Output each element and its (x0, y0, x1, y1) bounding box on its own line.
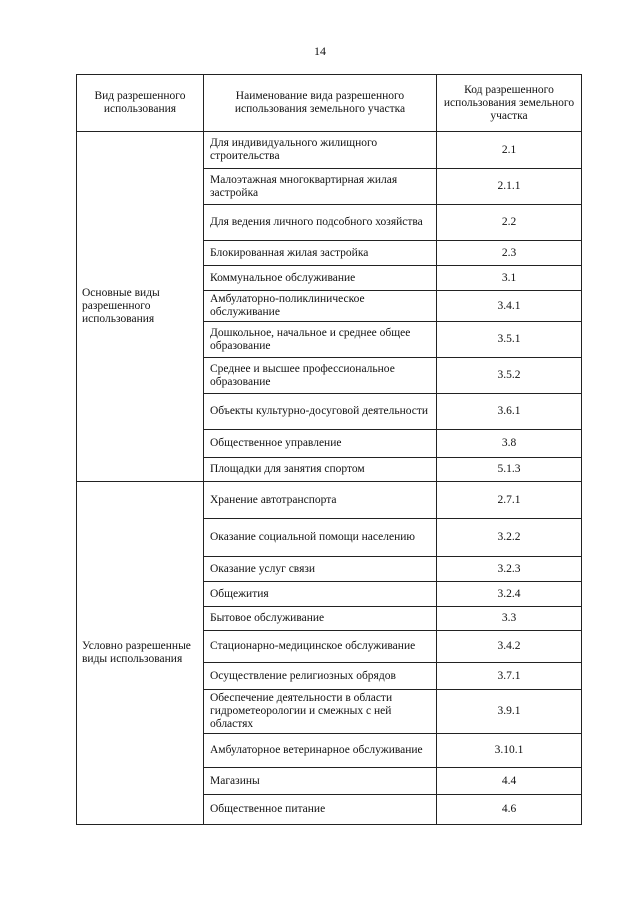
use-code-cell: 4.4 (437, 768, 582, 795)
use-code-cell: 2.7.1 (437, 482, 582, 519)
table-row (77, 132, 582, 169)
use-name-cell: Площадки для занятия спортом (204, 458, 437, 482)
group-label: Основные виды разрешенного использования (77, 132, 204, 482)
use-name-cell: Осуществление религиозных обрядов (204, 663, 437, 690)
page-number: 14 (314, 44, 326, 58)
use-name-cell: Общежития (204, 582, 437, 607)
use-code-cell: 3.5.1 (437, 322, 582, 358)
header-name: Наименование вида разрешенного использования земельного участка (204, 75, 437, 132)
use-code-cell: 2.2 (437, 205, 582, 241)
use-name-cell: Общественное управление (204, 430, 437, 458)
use-name-cell: Малоэтажная многоквартирная жилая застройка (204, 169, 437, 205)
use-code-cell: 4.6 (437, 795, 582, 825)
use-code-cell: 3.1 (437, 266, 582, 291)
use-code-cell: 3.3 (437, 607, 582, 631)
use-code-cell: 2.1.1 (437, 169, 582, 205)
use-code-cell: 3.10.1 (437, 734, 582, 768)
use-name-cell: Коммунальное обслуживание (204, 266, 437, 291)
use-name-cell: Стационарно-медицинское обслуживание (204, 631, 437, 663)
use-name-cell: Бытовое обслуживание (204, 607, 437, 631)
use-code-cell: 2.1 (437, 132, 582, 169)
use-name-cell: Магазины (204, 768, 437, 795)
table-row (77, 482, 582, 519)
use-code-cell: 3.8 (437, 430, 582, 458)
use-code-cell: 3.2.2 (437, 519, 582, 557)
use-name-cell: Оказание социальной помощи населению (204, 519, 437, 557)
use-code-cell: 3.2.4 (437, 582, 582, 607)
header-code: Код разрешенного использования земельного участка (437, 75, 582, 132)
use-code-cell: 5.1.3 (437, 458, 582, 482)
use-name-cell: Оказание услуг связи (204, 557, 437, 582)
use-name-cell: Объекты культурно-досуговой деятельности (204, 394, 437, 430)
use-code-cell: 3.7.1 (437, 663, 582, 690)
table-body (77, 132, 582, 825)
use-code-cell: 3.4.1 (437, 291, 582, 322)
use-name-cell: Дошкольное, начальное и среднее общее образование (204, 322, 437, 358)
header-group: Вид разрешенного использования (77, 75, 204, 132)
use-name-cell: Среднее и высшее профессиональное образование (204, 358, 437, 394)
use-code-cell: 3.5.2 (437, 358, 582, 394)
use-name-cell: Амбулаторно-поликлиническое обслуживание (204, 291, 437, 322)
use-code-cell: 3.6.1 (437, 394, 582, 430)
group-label: Условно разрешенные виды использования (77, 482, 204, 825)
use-code-cell: 3.4.2 (437, 631, 582, 663)
use-code-cell: 3.2.3 (437, 557, 582, 582)
use-name-cell: Общественное питание (204, 795, 437, 825)
use-name-cell: Обеспечение деятельности в области гидрометеорологии и смежных с ней областях (204, 690, 437, 734)
use-code-cell: 3.9.1 (437, 690, 582, 734)
use-name-cell: Для индивидуального жилищного строительства (204, 132, 437, 169)
use-name-cell: Хранение автотранспорта (204, 482, 437, 519)
use-name-cell: Блокированная жилая застройка (204, 241, 437, 266)
use-code-cell: 2.3 (437, 241, 582, 266)
table-header-row (77, 75, 582, 132)
land-use-table (76, 74, 582, 825)
use-name-cell: Для ведения личного подсобного хозяйства (204, 205, 437, 241)
use-name-cell: Амбулаторное ветеринарное обслуживание (204, 734, 437, 768)
